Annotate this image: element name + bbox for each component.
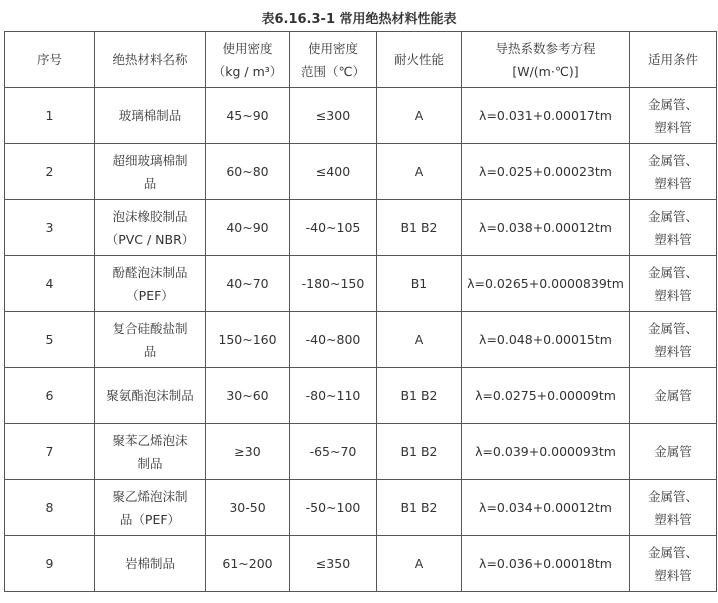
cell-density: ≥30 xyxy=(206,424,290,480)
cell-condition xyxy=(630,424,717,480)
cell-material-name-line2: 制品 xyxy=(137,455,163,471)
cell-formula: λ=0.036+0.00018tm xyxy=(462,536,630,592)
cell-condition xyxy=(630,200,717,256)
cell-formula: λ=0.048+0.00015tm xyxy=(462,312,630,368)
cell-material-name xyxy=(95,424,206,480)
cell-condition-line1: 金属管、 xyxy=(647,320,698,336)
cell-material-name-line2: （PEF） xyxy=(126,287,174,303)
cell-condition-line1: 金属管、 xyxy=(647,152,698,168)
table-row xyxy=(5,256,717,312)
cell-temp-range: -80~110 xyxy=(290,368,377,424)
cell-material-name-line1: 岩棉制品 xyxy=(124,556,175,571)
cell-condition-line1: 金属管、 xyxy=(647,264,698,280)
cell-seq: 3 xyxy=(5,200,95,256)
cell-condition xyxy=(630,536,717,592)
cell-density: 45~90 xyxy=(206,88,290,144)
table-row xyxy=(5,536,717,592)
table-row xyxy=(5,312,717,368)
cell-material-name-line2: 品 xyxy=(143,175,157,191)
cell-formula: λ=0.031+0.00017tm xyxy=(462,88,630,144)
cell-density: 30-50 xyxy=(206,480,290,536)
table-row xyxy=(5,424,717,480)
cell-material-name-line1: 泡沫橡胶制品 xyxy=(112,208,188,224)
cell-seq: 1 xyxy=(5,88,95,144)
cell-seq: 9 xyxy=(5,536,95,592)
cell-condition-line2: 塑料管 xyxy=(654,287,692,303)
cell-condition-line2: 塑料管 xyxy=(654,231,692,247)
cell-material-name-line1: 玻璃棉制品 xyxy=(118,108,182,123)
table-row xyxy=(5,480,717,536)
cell-material-name-line2: 品 xyxy=(143,343,157,359)
cell-density: 40~70 xyxy=(206,256,290,312)
cell-fire-rating: B1 B2 xyxy=(377,480,462,536)
cell-seq: 5 xyxy=(5,312,95,368)
cell-temp-range: -40~105 xyxy=(290,200,377,256)
table-row xyxy=(5,88,717,144)
cell-formula: λ=0.025+0.00023tm xyxy=(462,144,630,200)
cell-fire-rating: B1 B2 xyxy=(377,200,462,256)
header-equation-line2: [W/(m·℃)] xyxy=(512,63,579,79)
cell-material-name xyxy=(95,480,206,536)
cell-condition xyxy=(630,480,717,536)
header-row xyxy=(5,32,717,88)
cell-condition-line1: 金属管、 xyxy=(647,488,698,504)
header-fire: 耐火性能 xyxy=(377,32,462,88)
cell-density: 61~200 xyxy=(206,536,290,592)
cell-condition-line1: 金属管、 xyxy=(647,96,698,112)
cell-seq: 7 xyxy=(5,424,95,480)
cell-material-name xyxy=(95,88,206,144)
cell-fire-rating: B1 B2 xyxy=(377,368,462,424)
table-title: 表6.16.3-1 常用绝热材料性能表 xyxy=(261,12,457,27)
table-row xyxy=(5,368,717,424)
cell-formula: λ=0.0265+0.0000839tm xyxy=(462,256,630,312)
cell-temp-range: ≤300 xyxy=(290,88,377,144)
cell-condition xyxy=(630,256,717,312)
cell-temp-range: -50~100 xyxy=(290,480,377,536)
cell-material-name-line1: 复合硅酸盐制 xyxy=(112,320,188,336)
cell-fire-rating: B1 xyxy=(377,256,462,312)
cell-material-name xyxy=(95,312,206,368)
cell-condition-line2: 塑料管 xyxy=(654,567,692,583)
cell-formula: λ=0.038+0.00012tm xyxy=(462,200,630,256)
header-seq: 序号 xyxy=(5,32,95,88)
cell-material-name xyxy=(95,200,206,256)
cell-condition-line2: 塑料管 xyxy=(654,511,692,527)
cell-condition xyxy=(630,312,717,368)
cell-fire-rating: A xyxy=(377,536,462,592)
cell-material-name-line1: 聚苯乙烯泡沫 xyxy=(112,432,188,448)
cell-density: 40~90 xyxy=(206,200,290,256)
header-equation-line1: 导热系数参考方程 xyxy=(495,40,596,56)
cell-material-name-line2: 品（PEF） xyxy=(119,511,181,527)
cell-fire-rating: A xyxy=(377,312,462,368)
cell-condition-line1: 金属管 xyxy=(654,444,692,459)
cell-temp-range: ≤350 xyxy=(290,536,377,592)
cell-material-name-line1: 聚乙烯泡沫制 xyxy=(112,488,188,504)
cell-temp-range: ≤400 xyxy=(290,144,377,200)
header-temp-line2: 范围（℃） xyxy=(300,63,366,79)
cell-formula: λ=0.0275+0.00009tm xyxy=(462,368,630,424)
cell-condition-line2: 塑料管 xyxy=(654,175,692,191)
cell-fire-rating: A xyxy=(377,88,462,144)
cell-material-name-line1: 酚醛泡沫制品 xyxy=(112,264,188,280)
cell-density: 150~160 xyxy=(206,312,290,368)
table-row xyxy=(5,144,717,200)
cell-material-name xyxy=(95,536,206,592)
cell-fire-rating: A xyxy=(377,144,462,200)
cell-material-name-line1: 超细玻璃棉制 xyxy=(112,152,188,168)
cell-seq: 6 xyxy=(5,368,95,424)
insulation-materials-table xyxy=(4,31,717,592)
cell-condition-line1: 金属管 xyxy=(654,388,692,403)
cell-condition xyxy=(630,144,717,200)
cell-condition-line1: 金属管、 xyxy=(647,208,698,224)
header-equation xyxy=(462,32,630,88)
cell-material-name xyxy=(95,256,206,312)
cell-temp-range: -40~800 xyxy=(290,312,377,368)
cell-density: 30~60 xyxy=(206,368,290,424)
header-name: 绝热材料名称 xyxy=(95,32,206,88)
table-row xyxy=(5,200,717,256)
cell-temp-range: -180~150 xyxy=(290,256,377,312)
cell-condition xyxy=(630,88,717,144)
cell-formula: λ=0.039+0.000093tm xyxy=(462,424,630,480)
cell-condition-line2: 塑料管 xyxy=(654,343,692,359)
header-density-line2: （kg / m³） xyxy=(212,63,283,79)
cell-temp-range: -65~70 xyxy=(290,424,377,480)
header-temp-line1: 使用密度 xyxy=(307,40,358,56)
cell-material-name-line2: （PVC / NBR） xyxy=(105,231,195,247)
header-temp-range xyxy=(290,32,377,88)
cell-material-name xyxy=(95,368,206,424)
cell-formula: λ=0.034+0.00012tm xyxy=(462,480,630,536)
header-density-line1: 使用密度 xyxy=(222,40,273,56)
cell-density: 60~80 xyxy=(206,144,290,200)
cell-seq: 4 xyxy=(5,256,95,312)
cell-seq: 2 xyxy=(5,144,95,200)
cell-material-name-line1: 聚氨酯泡沫制品 xyxy=(106,388,194,403)
cell-condition xyxy=(630,368,717,424)
cell-seq: 8 xyxy=(5,480,95,536)
cell-fire-rating: B1 B2 xyxy=(377,424,462,480)
header-density xyxy=(206,32,290,88)
header-condition: 适用条件 xyxy=(630,32,717,88)
cell-condition-line2: 塑料管 xyxy=(654,119,692,135)
cell-condition-line1: 金属管、 xyxy=(647,544,698,560)
cell-material-name xyxy=(95,144,206,200)
